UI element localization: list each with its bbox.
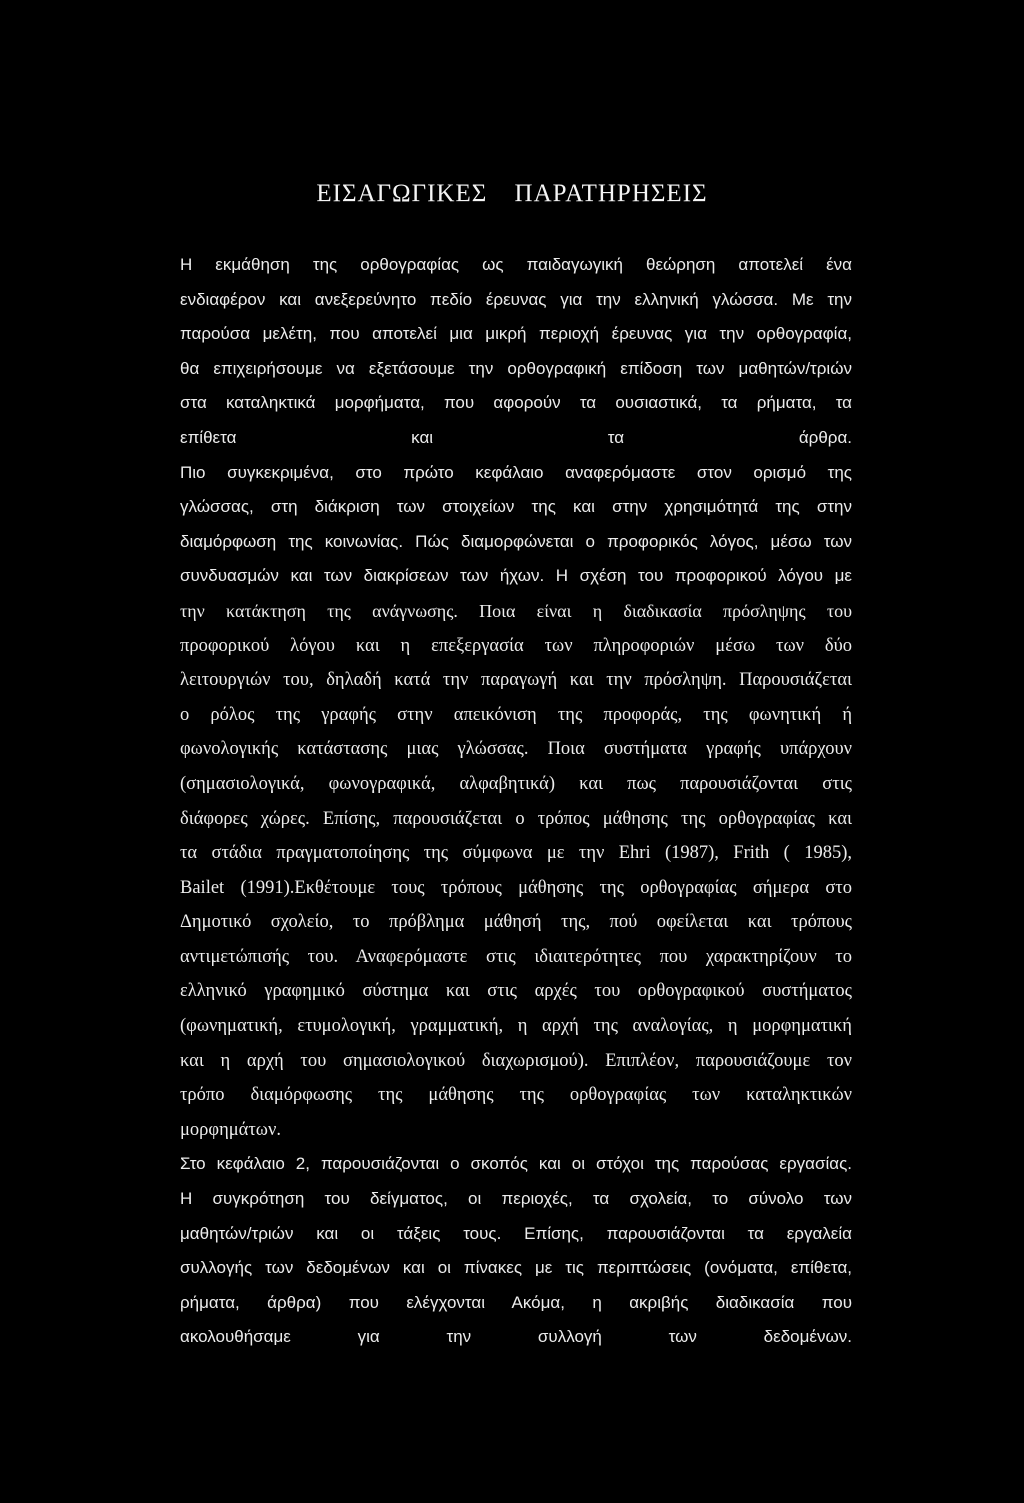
text-line: την κατάκτηση της ανάγνωσης. Ποια είναι η διαδικασία πρόσληψης του	[180, 600, 852, 621]
text-line: συλλογής των δεδομένων και οι πίνακες με τις περιπτώσεις (ονόματα, επίθετα,	[180, 1258, 852, 1278]
text-line: επίθετα και τα άρθρα.	[180, 427, 852, 447]
text-line: ο ρόλος της γραφής στην απεικόνιση της προφοράς, της φωνητική ή	[180, 704, 852, 725]
text-line: διαμόρφωση της κοινωνίας. Πώς διαμορφώνεται ο προφορικός λόγος, μέσω των	[180, 531, 852, 551]
body-text	[180, 248, 852, 1355]
text-line: λειτουργιών του, δηλαδή κατά την παραγωγή και την πρόσληψη. Παρουσιάζεται	[180, 670, 852, 691]
text-line: αντιμετώπισής του. Αναφερόμαστε στις ιδιαιτερότητες που χαρακτηρίζουν το	[180, 946, 852, 967]
text-line: Πιο συγκεκριμένα, στο πρώτο κεφάλαιο αναφερόμαστε στον ορισμό της	[180, 462, 852, 482]
text-line: Στο κεφάλαιο 2, παρουσιάζονται ο σκοπός και οι στόχοι της παρούσας εργασίας.	[180, 1154, 852, 1174]
text-line: διάφορες χώρες. Επίσης, παρουσιάζεται ο τρόπος μάθησης της ορθογραφίας και	[180, 808, 852, 829]
text-line: μαθητών/τριών και οι τάξεις τους. Επίσης, παρουσιάζονται τα εργαλεία	[180, 1223, 852, 1243]
text-line: παρούσα μελέτη, που αποτελεί μια μικρή περιοχή έρευνας για την ορθογραφία,	[180, 324, 852, 344]
text-line: ελληνικό γραφημικό σύστημα και στις αρχές του ορθογραφικού συστήματος	[180, 981, 852, 1002]
text-line: στα καταληκτικά μορφήματα, που αφορούν τα ουσιαστικά, τα ρήματα, τα	[180, 393, 852, 413]
text-line: ρήματα, άρθρα) που ελέγχονται Ακόμα, η ακριβής διαδικασία που	[180, 1292, 852, 1312]
text-line: τα στάδια πραγματοποίησης της σύμφωνα με την Ehri (1987), Frith ( 1985),	[180, 843, 852, 864]
text-line: και η αρχή του σημασιολογικού διαχωρισμού). Επιπλέον, παρουσιάζουμε τον	[180, 1050, 852, 1071]
text-line: μορφημάτων.	[180, 1119, 281, 1140]
text-line: συνδυασμών και των διακρίσεων των ήχων. Η σχέση του προφορικού λόγου με	[180, 566, 852, 586]
text-line: Δημοτικό σχολείο, το πρόβλημα μάθησή της, πού οφείλεται και τρόπους	[180, 912, 852, 933]
text-line: ενδιαφέρον και ανεξερεύνητο πεδίο έρευνας για την ελληνική γλώσσα. Με την	[180, 289, 852, 309]
text-line: Bailet (1991).Εκθέτουμε τους τρόπους μάθησης της ορθογραφίας σήμερα στο	[180, 877, 852, 898]
text-line: (φωνηματική, ετυμολογική, γραμματική, η αρχή της αναλογίας, η μορφηματική	[180, 1016, 852, 1037]
text-line: Η εκμάθηση της ορθογραφίας ως παιδαγωγική θεώρηση αποτελεί ένα	[180, 255, 852, 274]
text-line: θα επιχειρήσουμε να εξετάσουμε την ορθογραφική επίδοση των μαθητών/τριών	[180, 358, 852, 378]
text-line: φωνολογικής κατάστασης μιας γλώσσας. Ποια συστήματα γραφής υπάρχουν	[180, 739, 852, 760]
text-line: ακολουθήσαμε για την συλλογή των δεδομένων.	[180, 1327, 852, 1347]
text-line: γλώσσας, στη διάκριση των στοιχείων της και στην χρησιμότητά της στην	[180, 497, 852, 517]
text-line: (σημασιολογικά, φωνογραφικά, αλφαβητικά) και πως παρουσιάζονται στις	[180, 773, 852, 794]
page-title: ΕΙΣΑΓΩΓΙΚΕΣ ΠΑΡΑΤΗΡΗΣΕΙΣ	[316, 180, 708, 207]
text-line: Η συγκρότηση του δείγματος, οι περιοχές, τα σχολεία, το σύνολο των	[180, 1189, 852, 1209]
text-line: προφορικού λόγου και η επεξεργασία των πληροφοριών μέσω των δύο	[180, 635, 852, 656]
text-line: τρόπο διαμόρφωσης της μάθησης της ορθογραφίας των καταληκτικών	[180, 1085, 852, 1106]
